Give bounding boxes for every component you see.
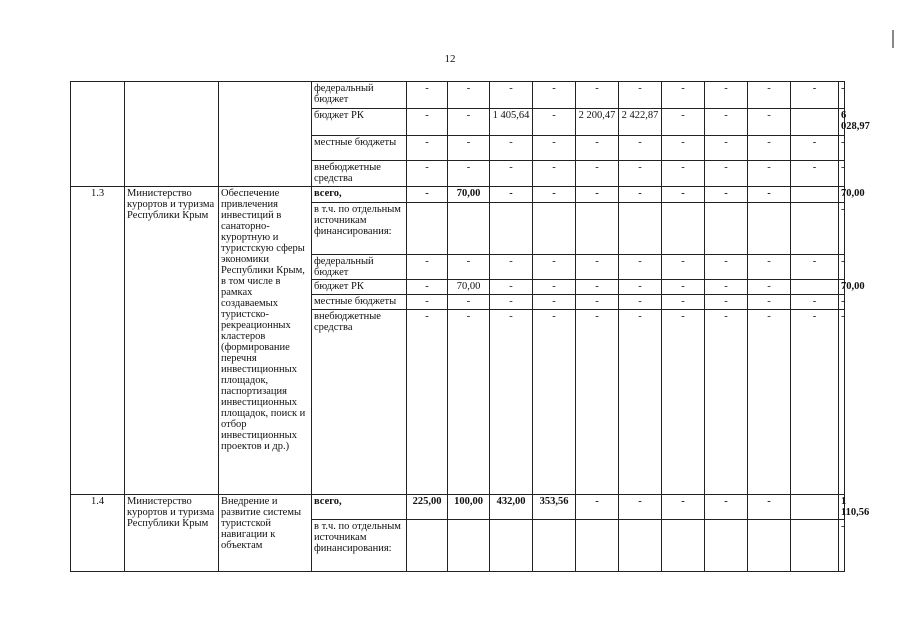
value-cell: - [490,255,533,280]
value-cell [490,520,533,572]
table-row [71,82,845,109]
value-cell: - [705,255,748,280]
total-cell: - [839,82,845,109]
value-cell [791,280,839,295]
value-cell: - [533,280,576,295]
total-cell: - [839,520,845,572]
value-cell: - [662,82,705,109]
item-number-cell: 1.3 [71,187,125,495]
total-cell: - [839,310,845,495]
executor-cell [125,82,219,187]
value-cell: 100,00 [448,495,490,520]
value-cell [533,203,576,255]
value-cell: - [705,109,748,136]
value-cell: 225,00 [407,495,448,520]
funding-source-cell: бюджет РК [312,109,407,136]
value-cell: - [576,82,619,109]
value-cell [748,520,791,572]
page-number: 12 [444,53,456,65]
value-cell: - [619,495,662,520]
value-cell: - [748,280,791,295]
value-cell: - [407,255,448,280]
value-cell: - [662,310,705,495]
value-cell: - [748,161,791,187]
funding-source-cell: в т.ч. по отдельным источникам финансирования: [312,203,407,255]
value-cell: - [705,136,748,161]
value-cell: 2 200,47 [576,109,619,136]
value-cell: - [748,310,791,495]
value-cell: - [705,310,748,495]
value-cell: - [448,310,490,495]
value-cell: - [619,187,662,203]
value-cell: - [490,310,533,495]
value-cell: - [662,187,705,203]
value-cell: - [705,187,748,203]
value-cell [490,203,533,255]
total-cell: - [839,203,845,255]
value-cell: - [619,310,662,495]
value-cell [533,520,576,572]
value-cell [791,203,839,255]
value-cell: - [533,161,576,187]
scan-edge-mark [892,30,894,48]
value-cell: - [705,161,748,187]
executor-cell: Министерство курортов и туризма Республики Крым [125,187,219,495]
value-cell: - [576,161,619,187]
value-cell: 432,00 [490,495,533,520]
value-cell: - [619,255,662,280]
total-cell: 6 028,97 [839,109,845,136]
value-cell: - [748,255,791,280]
value-cell: - [490,295,533,310]
value-cell: - [407,310,448,495]
value-cell [748,203,791,255]
value-cell: - [791,255,839,280]
activity-cell: Внедрение и развитие системы туристской навигации к объектам [219,495,312,572]
value-cell [576,203,619,255]
value-cell: - [490,187,533,203]
value-cell [619,520,662,572]
value-cell [619,203,662,255]
total-cell: - [839,161,845,187]
value-cell [705,520,748,572]
value-cell: - [576,295,619,310]
funding-source-cell: местные бюджеты [312,136,407,161]
value-cell: - [576,255,619,280]
value-cell: - [407,82,448,109]
value-cell: - [533,136,576,161]
value-cell: - [407,136,448,161]
funding-source-cell: федеральный бюджет [312,82,407,109]
executor-cell: Министерство курортов и туризма Республики Крым [125,495,219,572]
value-cell: - [407,295,448,310]
budget-table-body [71,82,870,572]
value-cell: - [662,280,705,295]
value-cell: - [619,136,662,161]
funding-source-cell: федеральный бюджет [312,255,407,280]
total-cell: 1 110,56 [839,495,845,520]
value-cell [791,187,839,203]
value-cell: 70,00 [448,280,490,295]
value-cell: - [448,136,490,161]
value-cell: - [533,82,576,109]
activity-cell [219,82,312,187]
value-cell: - [533,295,576,310]
value-cell: - [407,109,448,136]
value-cell: - [791,161,839,187]
value-cell: - [490,280,533,295]
value-cell: - [662,495,705,520]
value-cell: - [448,295,490,310]
value-cell: - [619,295,662,310]
value-cell [576,520,619,572]
value-cell: - [576,136,619,161]
value-cell: - [705,495,748,520]
value-cell: - [705,280,748,295]
value-cell [791,109,839,136]
total-cell: - [839,255,845,280]
value-cell: - [748,495,791,520]
value-cell: - [533,310,576,495]
value-cell: - [576,187,619,203]
value-cell: - [619,161,662,187]
funding-source-cell: внебюджетные средства [312,161,407,187]
value-cell: - [791,82,839,109]
total-cell: - [839,136,845,161]
funding-source-cell: всего, [312,495,407,520]
value-cell: - [662,161,705,187]
value-cell: - [662,295,705,310]
total-cell: 70,00 [839,187,845,203]
value-cell: - [407,161,448,187]
value-cell: - [662,255,705,280]
value-cell: 2 422,87 [619,109,662,136]
item-number-cell [71,82,125,187]
value-cell: - [791,295,839,310]
value-cell: - [407,280,448,295]
value-cell [407,520,448,572]
value-cell [705,203,748,255]
total-cell: 70,00 [839,280,845,295]
value-cell: - [407,187,448,203]
value-cell: - [533,255,576,280]
value-cell: - [748,295,791,310]
value-cell: - [705,82,748,109]
value-cell: 70,00 [448,187,490,203]
value-cell: - [748,187,791,203]
value-cell [791,520,839,572]
value-cell: - [619,82,662,109]
value-cell: - [662,109,705,136]
value-cell: - [533,109,576,136]
value-cell [662,203,705,255]
value-cell [407,203,448,255]
value-cell: - [791,136,839,161]
value-cell: - [748,136,791,161]
value-cell: - [448,161,490,187]
value-cell: - [490,136,533,161]
value-cell: - [448,255,490,280]
value-cell: - [533,187,576,203]
total-cell: - [839,295,845,310]
table-row [71,187,845,203]
value-cell [662,520,705,572]
value-cell: - [662,136,705,161]
budget-table [70,81,870,572]
value-cell [791,495,839,520]
value-cell [448,520,490,572]
funding-source-cell: бюджет РК [312,280,407,295]
activity-cell: Обеспечение привлечения инвестиций в санаторно-курортную и туристскую сферы экономики Республики Крым, в том числе в рамках создаваемых туристско-рекреационных кластеров (формирование перечня инвестиционных площадок, паспортизация инвестиционных площадок, поиск и отбор инвестиционных проектов и др.) [219,187,312,495]
value-cell: - [748,82,791,109]
funding-source-cell: внебюджетные средства [312,310,407,495]
value-cell: - [576,280,619,295]
value-cell: 1 405,64 [490,109,533,136]
value-cell: - [490,82,533,109]
value-cell [448,203,490,255]
value-cell: - [448,109,490,136]
table-row [71,495,845,520]
value-cell: - [490,161,533,187]
value-cell: - [576,310,619,495]
funding-source-cell: местные бюджеты [312,295,407,310]
value-cell: - [705,295,748,310]
item-number-cell: 1.4 [71,495,125,572]
value-cell: - [448,82,490,109]
value-cell: - [619,280,662,295]
value-cell: 353,56 [533,495,576,520]
funding-source-cell: в т.ч. по отдельным источникам финансирования: [312,520,407,572]
value-cell: - [748,109,791,136]
funding-source-cell: всего, [312,187,407,203]
value-cell: - [791,310,839,495]
value-cell: - [576,495,619,520]
